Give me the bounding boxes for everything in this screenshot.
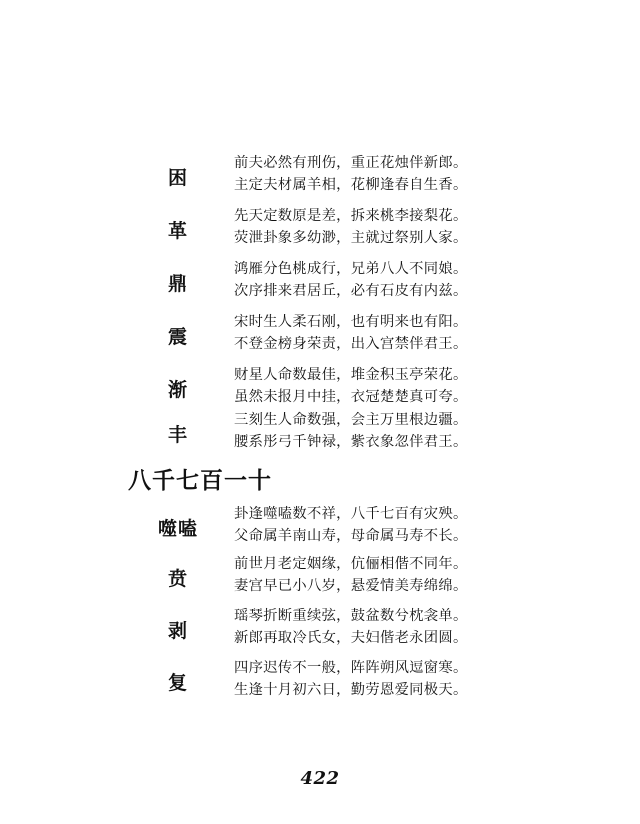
section-heading: 八千七百一十 xyxy=(128,467,272,494)
entry-shihe xyxy=(0,503,640,551)
verse-line-1: 瑶琴折断重续弦，鼓盆数兮枕衾单。 xyxy=(234,608,468,624)
verse-line-2: 父命属羊南山寿，母命属马寿不长。 xyxy=(234,528,468,544)
hexagram-name: 丰 xyxy=(167,424,188,446)
verse-line-1: 卦逢噬嗑数不祥，八千七百有灾殃。 xyxy=(234,506,468,522)
verse xyxy=(234,657,468,701)
verse xyxy=(234,503,468,547)
entry-ding xyxy=(0,258,640,306)
entry-bi xyxy=(0,553,640,601)
entry-bo xyxy=(0,605,640,653)
verse-line-2: 腰系彤弓千钟禄，紫衣象忽伴君王。 xyxy=(234,434,468,450)
verse-line-1: 三刻生人命数强，会主万里根边疆。 xyxy=(234,412,468,428)
verse-line-1: 财星人命数最佳，堆金积玉亭荣花。 xyxy=(234,367,468,383)
verse-line-1: 前夫必然有刑伤，重正花烛伴新郎。 xyxy=(234,155,468,171)
entry-feng xyxy=(0,409,640,457)
verse-line-2: 生逢十月初六日，勤劳恩爱同极天。 xyxy=(234,682,468,698)
hexagram-name: 革 xyxy=(167,220,188,242)
verse xyxy=(234,205,468,249)
verse-line-2: 不登金榜身荣责，出入宫禁伴君王。 xyxy=(234,336,468,352)
entry-jian xyxy=(0,364,640,412)
hexagram-name: 困 xyxy=(167,167,188,189)
hexagram-name: 鼎 xyxy=(167,273,188,295)
hexagram-name: 震 xyxy=(167,326,188,348)
entry-ge xyxy=(0,205,640,253)
verse xyxy=(234,311,468,355)
hexagram-name: 剥 xyxy=(167,620,188,642)
hexagram-name: 噬嗑 xyxy=(157,518,198,540)
hexagram-name: 贲 xyxy=(167,568,188,590)
verse-line-2: 次序排来君居丘，必有石皮有内兹。 xyxy=(234,283,468,299)
verse-line-1: 鸿雁分色桃成行，兄弟八人不同娘。 xyxy=(234,261,468,277)
verse xyxy=(234,605,468,649)
verse-line-2: 荧泄卦象多幼渺，主就过祭别人家。 xyxy=(234,230,468,246)
entry-kun xyxy=(0,152,640,200)
verse-line-1: 前世月老定姻缘，伉俪相偕不同年。 xyxy=(234,556,468,572)
verse xyxy=(234,152,468,196)
verse xyxy=(234,409,468,453)
verse-line-1: 先天定数原是差，拆来桃李接梨花。 xyxy=(234,208,468,224)
entry-fu xyxy=(0,657,640,705)
verse-line-1: 四序迟传不一般，阵阵朔风逗窗寒。 xyxy=(234,660,468,676)
verse xyxy=(234,364,468,408)
page-number: 422 xyxy=(300,768,340,789)
verse xyxy=(234,553,468,597)
verse-line-1: 宋时生人柔石刚，也有明来也有阳。 xyxy=(234,314,468,330)
verse-line-2: 妻宫早已小八岁，悬爱情美寿绵绵。 xyxy=(234,578,468,594)
verse-line-2: 主定夫材属羊相，花柳逢春自生香。 xyxy=(234,177,468,193)
verse-line-2: 虽然未报月中挂，衣冠楚楚真可夸。 xyxy=(234,389,468,405)
hexagram-name: 渐 xyxy=(167,379,188,401)
verse-line-2: 新郎再取冷氏女，夫妇偕老永团圆。 xyxy=(234,630,468,646)
verse xyxy=(234,258,468,302)
hexagram-name: 复 xyxy=(167,672,188,694)
entry-zhen xyxy=(0,311,640,359)
